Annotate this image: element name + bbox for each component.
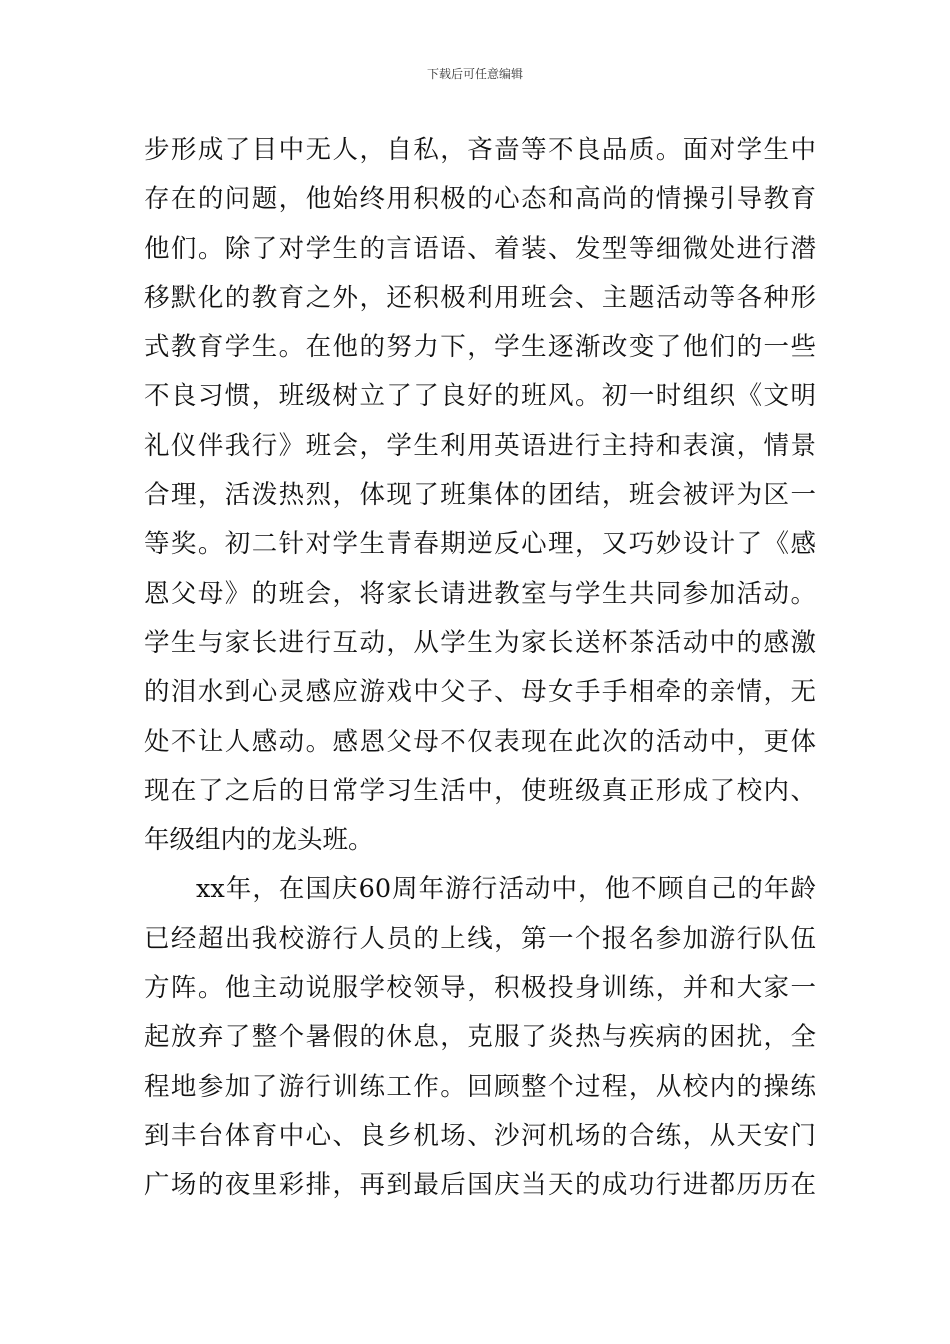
paragraph-2 [144,865,816,1210]
text-line: 广场的夜里彩排，再到最后国庆当天的成功行进都历历在 [144,1170,816,1201]
text-line: 处不让人感动。感恩父母不仅表现在此次的活动中，更体 [144,726,816,757]
document-body [144,126,816,1211]
text-line: 合理，活泼热烈，体现了班集体的团结，班会被评为区一 [144,480,816,511]
text-line: 的泪水到心灵感应游戏中父子、母女手手相牵的亲情，无 [144,677,816,708]
text-line: 式教育学生。在他的努力下，学生逐渐改变了他们的一些 [144,332,816,363]
paragraph-1 [144,126,816,865]
text-line: 已经超出我校游行人员的上线，第一个报名参加游行队伍 [144,923,816,954]
text-line: 起放弃了整个暑假的休息，克服了炎热与疾病的困扰，全 [144,1022,816,1053]
text-line: 步形成了目中无人，自私，吝啬等不良品质。面对学生中 [144,135,816,165]
text-line: 年级组内的龙头班。 [144,825,374,856]
text-line: 不良习惯，班级树立了了良好的班风。初一时组织《文明 [144,381,816,412]
text-line: 现在了之后的日常学习生活中，使班级真正形成了校内、 [144,775,816,806]
text-line: 程地参加了游行训练工作。回顾整个过程，从校内的操练 [144,1071,816,1102]
page-header: 下载后可任意编辑 [426,67,523,81]
text-line: 他们。除了对学生的言语语、着装、发型等细微处进行潜 [144,233,816,264]
text-line: 等奖。初二针对学生青春期逆反心理，又巧妙设计了《感 [144,529,816,560]
text-line: xx年，在国庆60周年游行活动中，他不顾自己的年龄 [196,874,816,905]
text-line: 礼仪伴我行》班会，学生利用英语进行主持和表演，情景 [144,430,816,461]
text-line: 到丰台体育中心、良乡机场、沙河机场的合练，从天安门 [144,1120,816,1151]
text-line: 方阵。他主动说服学校领导，积极投身训练，并和大家一 [144,973,816,1004]
text-line: 学生与家长进行互动，从学生为家长送杯茶活动中的感激 [144,627,816,658]
text-line: 存在的问题，他始终用积极的心态和高尚的情操引导教育 [144,184,816,215]
text-line: 恩父母》的班会，将家长请进教室与学生共同参加活动。 [144,578,816,609]
text-line: 移默化的教育之外，还积极利用班会、主题活动等各种形 [144,282,816,313]
